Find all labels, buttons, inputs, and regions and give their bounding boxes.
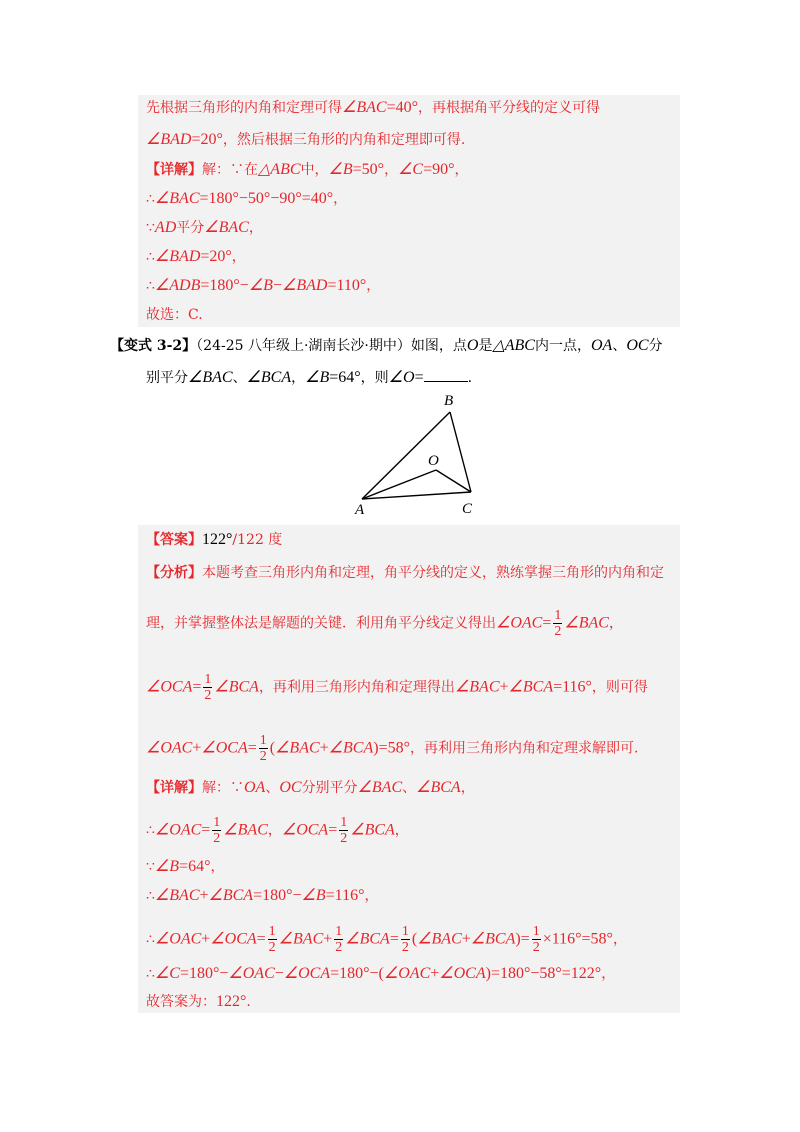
label-c: C: [462, 501, 473, 517]
detail-line-6: 故选：C.: [146, 307, 203, 323]
question-line-2: 别平分∠BAC、∠BCA，∠B=64°，则∠O= .: [146, 369, 473, 386]
detail-2-line-6: ∴∠C=180°−∠OAC−∠OCA=180°−(∠OAC+∠OCA)=180°−58°=122°，: [146, 965, 616, 982]
detail-2-line-1: 【详解】解：∵OA、OC分别平分∠BAC、∠BCA，: [146, 779, 475, 796]
fraction-half: $\frac{1}{2}$: [532, 924, 540, 955]
detail-2-line-4: ∴∠BAC+∠BCA=180°−∠B=116°，: [146, 887, 379, 904]
fraction-half: $\frac{1}{2}$: [204, 672, 212, 703]
fraction-half: $\frac{1}{2}$: [340, 815, 348, 846]
detail-2-line-3: ∵∠B=64°，: [146, 858, 225, 875]
detail-line-4: ∴∠BAD=20°，: [146, 248, 246, 265]
detail-2-line-5: ∴∠OAC+∠OCA= $\frac{1}{2}$ ∠BAC+ $\frac{1}{2}$ ∠BCA= $\frac{1}{2}$ (∠BAC+∠BCA)= $\frac{1}{2}$ ×116°=58°，: [146, 924, 627, 955]
triangle-figure: [340, 388, 490, 520]
answer-blank: [424, 367, 468, 382]
question-line-1: 【变式 3-2】（24-25 八年级上·湖南长沙·期中）如图，点O是△ABC内一点，OA、OC分: [110, 337, 663, 354]
fraction-half: $\frac{1}{2}$: [335, 924, 343, 955]
analysis-2-line-2: 理，并掌握整体法是解题的关键．利用角平分线定义得出∠OAC= $\frac{1}{2}$ ∠BAC，: [146, 608, 623, 639]
detail-line-5: ∴∠ADB=180°−∠B−∠BAD=110°，: [146, 277, 381, 294]
fraction-half: $\frac{1}{2}$: [259, 733, 267, 764]
detail-line-3: ∵AD平分∠BAC，: [146, 219, 263, 236]
fraction-half: $\frac{1}{2}$: [554, 608, 562, 639]
detail-line-1: 【详解】解：∵在△ABC中，∠B=50°，∠C=90°，: [146, 161, 469, 178]
label-a: A: [355, 502, 365, 518]
analysis-line-2: ∠BAD=20°，然后根据三角形的内角和定理即可得.: [146, 131, 466, 148]
analysis-2-line-3: ∠OCA= $\frac{1}{2}$ ∠BCA，再利用三角形内角和定理得出∠BAC+∠BCA=116°，则可得: [146, 672, 648, 703]
detail-2-line-7: 故答案为：122°.: [146, 993, 251, 1010]
fraction-half: $\frac{1}{2}$: [213, 815, 221, 846]
answer-line: 【答案】122°/122 度: [146, 531, 283, 548]
label-o: O: [428, 453, 439, 469]
analysis-line-1: 先根据三角形的内角和定理可得∠BAC=40°，再根据角平分线的定义可得: [146, 99, 600, 116]
detail-2-line-2: ∴∠OAC= $\frac{1}{2}$ ∠BAC，∠OCA= $\frac{1}{2}$ ∠BCA，: [146, 815, 409, 846]
fraction-half: $\frac{1}{2}$: [401, 924, 409, 955]
question-tag: 【变式 3-2】: [110, 338, 197, 354]
analysis-2-line-4: ∠OAC+∠OCA= $\frac{1}{2}$ (∠BAC+∠BCA)=58°，再利用三角形内角和定理求解即可.: [146, 733, 639, 764]
analysis-2-line-1: 【分析】本题考查三角形内角和定理，角平分线的定义，熟练掌握三角形的内角和定: [146, 565, 664, 581]
detail-line-2: ∴∠BAC=180°−50°−90°=40°，: [146, 190, 348, 207]
fraction-half: $\frac{1}{2}$: [268, 924, 276, 955]
label-b: B: [444, 393, 454, 409]
